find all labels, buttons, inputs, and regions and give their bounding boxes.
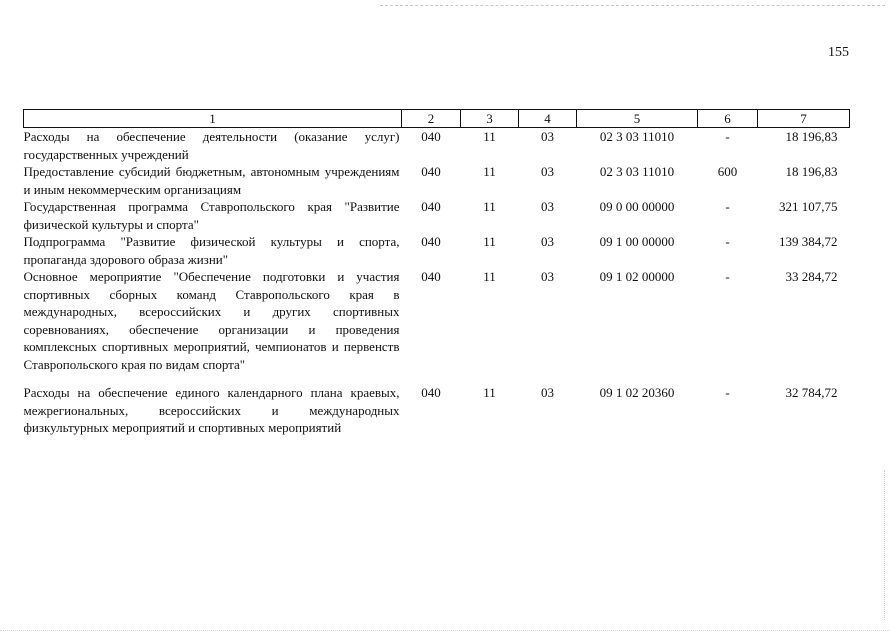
- row-ved: 040: [421, 269, 441, 284]
- scan-artifact-top: [380, 5, 885, 6]
- header-col-1: 1: [24, 110, 402, 128]
- row-name: Расходы на обеспечение единого календарного плана краевых, межрегиональных, всероссийских и международных физкультурных мероприятий и спортивных мероприятий: [23, 385, 400, 435]
- row-pr: 03: [541, 199, 554, 214]
- table-row: [24, 128, 850, 164]
- row-sum: 321 107,75: [779, 199, 838, 214]
- table-row: [24, 233, 850, 268]
- header-row: [24, 110, 850, 128]
- row-csr: 02 3 03 11010: [599, 129, 675, 144]
- row-rz: 11: [483, 269, 496, 284]
- row-name: Подпрограмма "Развитие физической культуры и спорта, пропаганда здорового образа жизни": [23, 234, 400, 267]
- scan-artifact-bottom: [0, 630, 890, 631]
- row-ved: 040: [421, 164, 441, 179]
- row-vr: -: [725, 129, 730, 144]
- row-rz: 11: [483, 129, 496, 144]
- row-sum: 139 384,72: [779, 234, 838, 249]
- row-csr: 02 3 03 11010: [599, 164, 675, 179]
- row-ved: 040: [421, 234, 441, 249]
- row-sum: 32 784,72: [785, 385, 838, 400]
- header-col-5: 5: [577, 110, 698, 128]
- row-rz: 11: [483, 164, 496, 179]
- table-row: [24, 268, 850, 384]
- row-csr: 09 1 00 00000: [599, 234, 675, 249]
- header-col-2: 2: [402, 110, 461, 128]
- row-name: Расходы на обеспечение деятельности (оказание услуг) государственных учреждений: [23, 129, 400, 162]
- row-name: Государственная программа Ставропольского края "Развитие физической культуры и спорта": [23, 199, 400, 232]
- row-name: Предоставление субсидий бюджетным, автономным учреждениям и иным некоммерческим организациям: [23, 164, 400, 197]
- row-vr: -: [725, 385, 730, 400]
- page-number: 155: [828, 45, 849, 60]
- row-sum: 33 284,72: [785, 269, 838, 284]
- row-vr: -: [725, 269, 730, 284]
- row-sum: 18 196,83: [785, 164, 838, 179]
- table-row: [24, 198, 850, 233]
- row-vr: -: [725, 199, 730, 214]
- row-vr: 600: [717, 164, 738, 179]
- row-vr: -: [725, 234, 730, 249]
- row-rz: 11: [483, 234, 496, 249]
- row-name: Основное мероприятие "Обеспечение подготовки и участия спортивных сборных команд Ставропольского края в международных, всероссийских и других спортивных соревнованиях, обеспечение организации и проведения комплексных спортивных мероприятий, чемпионатов и первенств Ставропольского края по видам спорта": [23, 269, 400, 372]
- row-pr: 03: [541, 385, 554, 400]
- row-ved: 040: [421, 129, 441, 144]
- header-col-3: 3: [461, 110, 519, 128]
- row-pr: 03: [541, 164, 554, 179]
- table-row: [24, 384, 850, 437]
- row-ved: 040: [421, 385, 441, 400]
- budget-table: [23, 109, 850, 437]
- header-col-7: 7: [758, 110, 850, 128]
- scan-artifact-right: [884, 470, 885, 620]
- row-pr: 03: [541, 129, 554, 144]
- header-col-6: 6: [698, 110, 758, 128]
- row-rz: 11: [483, 385, 496, 400]
- row-csr: 09 0 00 00000: [599, 199, 675, 214]
- row-csr: 09 1 02 20360: [599, 385, 675, 400]
- table-body: [24, 128, 850, 437]
- row-sum: 18 196,83: [785, 129, 838, 144]
- row-pr: 03: [541, 269, 554, 284]
- table-header: [24, 110, 850, 128]
- table-row: [24, 163, 850, 198]
- row-ved: 040: [421, 199, 441, 214]
- row-rz: 11: [483, 199, 496, 214]
- header-col-4: 4: [519, 110, 577, 128]
- row-pr: 03: [541, 234, 554, 249]
- row-csr: 09 1 02 00000: [599, 269, 675, 284]
